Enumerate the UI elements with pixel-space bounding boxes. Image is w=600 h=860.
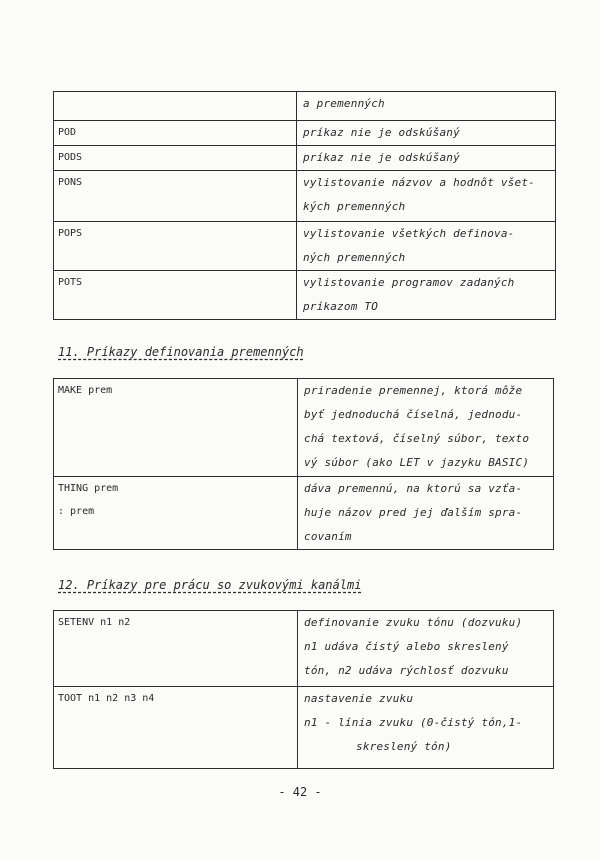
command-text: TOOT n1 n2 n3 n4: [58, 693, 155, 704]
table-row: [54, 171, 556, 222]
table-row: [54, 121, 556, 146]
description-cell: [298, 477, 554, 550]
table-row: [54, 146, 556, 171]
command-text: PODS: [58, 152, 83, 163]
command-text: THING prem: [58, 483, 119, 494]
table-row: [54, 477, 554, 550]
commands-table-3: [53, 610, 554, 769]
table-row: [54, 687, 554, 769]
description-line: covaním: [304, 530, 352, 543]
command-cell: [54, 687, 298, 769]
description-line: definovanie zvuku tónu (dozvuku): [304, 616, 523, 629]
description-line: a premenných: [303, 97, 385, 110]
description-cell: [298, 611, 554, 687]
description-cell: [298, 687, 554, 769]
commands-table-2: [53, 378, 554, 550]
description-line: ných premenných: [303, 251, 406, 264]
description-line: vý súbor (ako LET v jazyku BASIC): [304, 456, 530, 469]
command-text: : prem: [58, 506, 95, 517]
description-line: huje názov pred jej ďalším spra-: [304, 506, 523, 519]
command-cell: [54, 477, 298, 550]
page-number: - 42 -: [278, 785, 322, 799]
description-line: dáva premennú, na ktorú sa vzťa-: [304, 482, 523, 495]
section-11-heading: 11. Príkazy definovania premenných: [58, 345, 304, 359]
table-row: [54, 379, 554, 477]
table-row: [54, 222, 556, 271]
description-line: n1 - línia zvuku (0-čistý tón,1-: [304, 716, 523, 729]
command-text: POTS: [58, 277, 83, 288]
command-cell: [54, 121, 297, 146]
command-cell: [54, 271, 297, 320]
command-cell: [54, 379, 298, 477]
description-line: byť jednoduchá číselná, jednodu-: [304, 408, 523, 421]
command-text: SETENV n1 n2: [58, 617, 131, 628]
description-cell: [298, 379, 554, 477]
description-line: príkaz nie je odskúšaný: [303, 126, 460, 139]
description-line: nastavenie zvuku: [304, 692, 414, 705]
command-cell: [54, 611, 298, 687]
description-line: chá textová, číselný súbor, texto: [304, 432, 530, 445]
command-cell: [54, 146, 297, 171]
description-cell: [297, 121, 556, 146]
command-text: POD: [58, 127, 77, 138]
command-text: PONS: [58, 177, 83, 188]
command-text: MAKE prem: [58, 385, 113, 396]
table-row: [54, 611, 554, 687]
description-line: príkazom TO: [303, 300, 379, 313]
description-cell: [297, 146, 556, 171]
description-line: skreslený tón): [356, 740, 452, 753]
command-cell: [54, 171, 297, 222]
command-cell: [54, 92, 297, 121]
description-line: priradenie premennej, ktorá môže: [304, 384, 523, 397]
description-line: tón, n2 udáva rýchlosť dozvuku: [304, 664, 509, 677]
description-cell: [297, 171, 556, 222]
description-line: kých premenných: [303, 200, 406, 213]
description-line: vylistovanie názvov a hodnôt všet-: [303, 176, 535, 189]
description-cell: [297, 271, 556, 320]
commands-table-1: [53, 91, 556, 320]
description-cell: [297, 92, 556, 121]
table-row: [54, 271, 556, 320]
description-line: vylistovanie všetkých definova-: [303, 227, 515, 240]
section-12-heading: 12. Príkazy pre prácu so zvukovými kanálmi: [58, 578, 362, 592]
table-row: [54, 92, 556, 121]
command-cell: [54, 222, 297, 271]
description-line: n1 udáva čistý alebo skreslený: [304, 640, 509, 653]
command-text: POPS: [58, 228, 83, 239]
description-cell: [297, 222, 556, 271]
description-line: príkaz nie je odskúšaný: [303, 151, 460, 164]
description-line: vylistovanie programov zadaných: [303, 276, 515, 289]
